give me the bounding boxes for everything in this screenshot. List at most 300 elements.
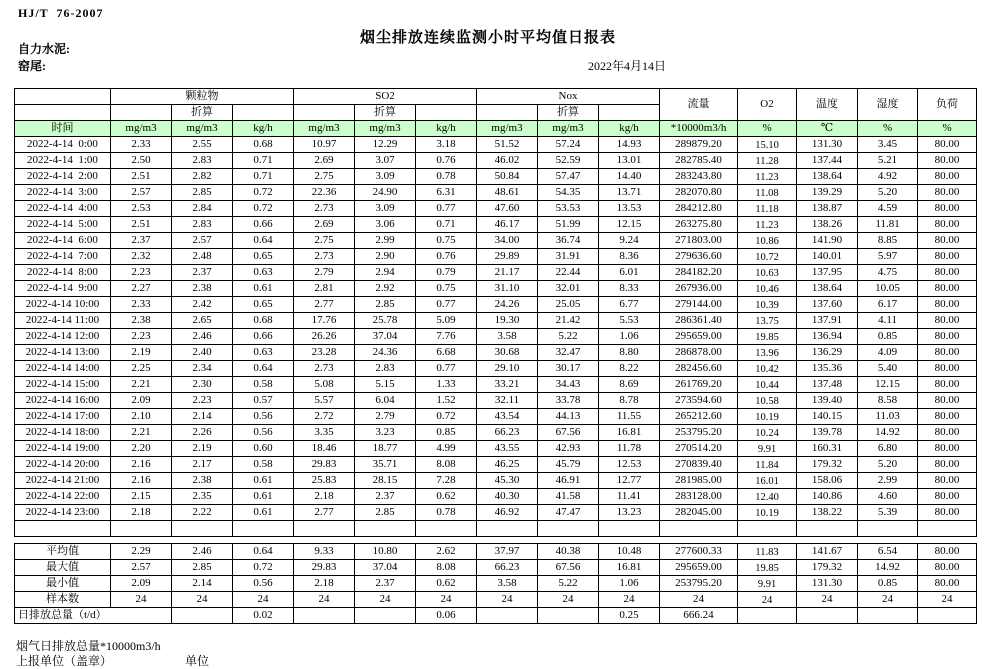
summary-cell: 16.81	[599, 560, 660, 576]
data-cell: 80.00	[918, 217, 977, 233]
data-cell: 2.42	[172, 297, 233, 313]
summary-label: 最大值	[15, 560, 111, 576]
summary-row	[15, 576, 977, 592]
table-row	[15, 281, 977, 297]
data-cell: 0.56	[233, 409, 294, 425]
site-label: 窑尾:	[18, 59, 46, 73]
data-cell: 0.66	[233, 329, 294, 345]
row-time: 2022-4-14 20:00	[15, 457, 111, 473]
data-cell: 9.91	[738, 441, 797, 457]
data-cell: 2.46	[172, 329, 233, 345]
data-cell: 3.07	[355, 153, 416, 169]
data-cell: 4.09	[858, 345, 918, 361]
data-cell: 0.79	[416, 265, 477, 281]
data-cell: 2.23	[111, 265, 172, 281]
table-row	[15, 441, 977, 457]
summary-cell: 131.30	[797, 576, 858, 592]
data-cell: 6.04	[355, 393, 416, 409]
data-cell: 31.91	[538, 249, 599, 265]
data-cell: 12.15	[858, 377, 918, 393]
data-cell: 3.23	[355, 425, 416, 441]
data-cell: 5.08	[294, 377, 355, 393]
data-cell: 0.72	[233, 185, 294, 201]
data-cell: 136.94	[797, 329, 858, 345]
data-cell: 2.83	[172, 217, 233, 233]
daily-total-label: 日排放总量（t/d）	[15, 608, 172, 624]
data-cell: 25.78	[355, 313, 416, 329]
summary-cell: 80.00	[918, 560, 977, 576]
data-cell: 4.99	[416, 441, 477, 457]
summary-cell: 0.56	[233, 576, 294, 592]
data-cell: 0.61	[233, 281, 294, 297]
row-time: 2022-4-14 18:00	[15, 425, 111, 441]
unit-cell: ℃	[797, 121, 858, 137]
data-cell: 5.39	[858, 505, 918, 521]
data-cell: 137.60	[797, 297, 858, 313]
blank-cell	[416, 105, 477, 121]
table-row	[15, 297, 977, 313]
data-cell: 2.94	[355, 265, 416, 281]
data-cell: 42.93	[538, 441, 599, 457]
data-cell: 23.28	[294, 345, 355, 361]
data-cell: 2.92	[355, 281, 416, 297]
daily-total-row	[15, 608, 977, 624]
data-cell: 13.75	[738, 313, 797, 329]
data-cell: 11.08	[738, 185, 797, 201]
data-cell: 2.38	[111, 313, 172, 329]
data-cell: 139.78	[797, 425, 858, 441]
summary-cell: 24	[416, 592, 477, 608]
data-cell: 80.00	[918, 457, 977, 473]
data-cell: 2.37	[172, 265, 233, 281]
data-cell: 44.13	[538, 409, 599, 425]
data-cell: 29.83	[294, 457, 355, 473]
data-cell: 2.84	[172, 201, 233, 217]
data-cell: 3.09	[355, 169, 416, 185]
data-cell: 282785.40	[660, 153, 738, 169]
data-cell: 2.15	[111, 489, 172, 505]
hourly-data-table	[14, 88, 977, 537]
data-cell: 2.83	[172, 153, 233, 169]
data-cell: 13.71	[599, 185, 660, 201]
data-cell: 2.55	[172, 137, 233, 153]
data-cell: 2.27	[111, 281, 172, 297]
group-header-pm: 颗粒物	[111, 89, 294, 105]
row-time: 2022-4-14 14:00	[15, 361, 111, 377]
table-row	[15, 489, 977, 505]
blank-cell	[294, 521, 355, 537]
data-cell: 0.72	[416, 409, 477, 425]
summary-cell: 6.54	[858, 544, 918, 560]
summary-cell: 0.64	[233, 544, 294, 560]
summary-cell: 29.83	[294, 560, 355, 576]
data-cell: 7.28	[416, 473, 477, 489]
data-cell: 32.11	[477, 393, 538, 409]
data-cell: 8.58	[858, 393, 918, 409]
blank-cell	[660, 521, 738, 537]
data-cell: 45.79	[538, 457, 599, 473]
data-cell: 253795.20	[660, 425, 738, 441]
data-cell: 30.17	[538, 361, 599, 377]
data-cell: 12.77	[599, 473, 660, 489]
data-cell: 10.72	[738, 249, 797, 265]
data-cell: 80.00	[918, 393, 977, 409]
data-cell: 5.15	[355, 377, 416, 393]
summary-cell: 24	[599, 592, 660, 608]
data-cell: 267936.00	[660, 281, 738, 297]
data-cell: 45.30	[477, 473, 538, 489]
data-cell: 0.75	[416, 233, 477, 249]
data-cell: 54.35	[538, 185, 599, 201]
data-cell: 2.25	[111, 361, 172, 377]
data-cell: 2.37	[111, 233, 172, 249]
data-cell: 2.22	[172, 505, 233, 521]
data-cell: 51.99	[538, 217, 599, 233]
data-cell: 2.40	[172, 345, 233, 361]
data-cell: 53.53	[538, 201, 599, 217]
blank-cell	[738, 521, 797, 537]
row-time: 2022-4-14 12:00	[15, 329, 111, 345]
data-cell: 137.91	[797, 313, 858, 329]
data-cell: 138.26	[797, 217, 858, 233]
data-cell: 2.73	[294, 201, 355, 217]
report-date: 2022年4月14日	[588, 59, 667, 73]
data-cell: 47.47	[538, 505, 599, 521]
daily-total-cell	[738, 608, 797, 624]
daily-total-cell	[355, 608, 416, 624]
blank-cell	[111, 105, 172, 121]
data-cell: 140.01	[797, 249, 858, 265]
data-cell: 80.00	[918, 297, 977, 313]
data-cell: 31.10	[477, 281, 538, 297]
data-cell: 0.68	[233, 313, 294, 329]
table-row	[15, 473, 977, 489]
data-cell: 289879.20	[660, 137, 738, 153]
data-cell: 139.40	[797, 393, 858, 409]
data-cell: 2.73	[294, 249, 355, 265]
data-cell: 2.26	[172, 425, 233, 441]
data-cell: 3.45	[858, 137, 918, 153]
data-cell: 2.20	[111, 441, 172, 457]
row-time: 2022-4-14 19:00	[15, 441, 111, 457]
data-cell: 40.30	[477, 489, 538, 505]
data-cell: 0.72	[233, 201, 294, 217]
data-cell: 0.64	[233, 233, 294, 249]
data-cell: 2.33	[111, 297, 172, 313]
data-cell: 0.62	[416, 489, 477, 505]
data-cell: 281985.00	[660, 473, 738, 489]
data-cell: 80.00	[918, 489, 977, 505]
data-cell: 279144.00	[660, 297, 738, 313]
data-cell: 11.18	[738, 201, 797, 217]
summary-cell: 37.97	[477, 544, 538, 560]
col-header-flow: 流量	[660, 89, 738, 121]
data-cell: 10.05	[858, 281, 918, 297]
table-row	[15, 457, 977, 473]
data-cell: 2.57	[111, 185, 172, 201]
blank-cell	[294, 105, 355, 121]
table-row	[15, 217, 977, 233]
data-cell: 14.40	[599, 169, 660, 185]
data-cell: 2.17	[172, 457, 233, 473]
daily-total-cell	[538, 608, 599, 624]
blank-cell	[599, 521, 660, 537]
data-cell: 4.92	[858, 169, 918, 185]
row-time: 2022-4-14 7:00	[15, 249, 111, 265]
data-cell: 2.85	[355, 297, 416, 313]
data-cell: 13.23	[599, 505, 660, 521]
data-cell: 80.00	[918, 201, 977, 217]
data-cell: 80.00	[918, 361, 977, 377]
group-header-nox: Nox	[477, 89, 660, 105]
summary-cell: 24	[355, 592, 416, 608]
data-cell: 0.78	[416, 505, 477, 521]
data-cell: 21.42	[538, 313, 599, 329]
data-cell: 2.83	[355, 361, 416, 377]
data-cell: 24.36	[355, 345, 416, 361]
data-cell: 2.37	[355, 489, 416, 505]
data-cell: 8.69	[599, 377, 660, 393]
empty-row	[15, 521, 977, 537]
unit-cell: %	[858, 121, 918, 137]
data-cell: 2.19	[172, 441, 233, 457]
data-cell: 2.82	[172, 169, 233, 185]
doc-code: HJ/T 76-2007	[18, 6, 104, 20]
data-cell: 5.20	[858, 457, 918, 473]
data-cell: 26.26	[294, 329, 355, 345]
summary-label: 平均值	[15, 544, 111, 560]
daily-total-cell	[918, 608, 977, 624]
data-cell: 5.53	[599, 313, 660, 329]
data-cell: 24.26	[477, 297, 538, 313]
data-cell: 3.06	[355, 217, 416, 233]
data-cell: 19.85	[738, 329, 797, 345]
data-cell: 2.79	[355, 409, 416, 425]
data-cell: 286361.40	[660, 313, 738, 329]
data-cell: 13.96	[738, 345, 797, 361]
report-unit-label: 上报单位（盖章）	[16, 654, 113, 668]
row-time: 2022-4-14 21:00	[15, 473, 111, 489]
row-time: 2022-4-14 22:00	[15, 489, 111, 505]
data-cell: 265212.60	[660, 409, 738, 425]
data-cell: 2.73	[294, 361, 355, 377]
summary-cell: 277600.33	[660, 544, 738, 560]
daily-total-cell	[294, 608, 355, 624]
data-cell: 2.48	[172, 249, 233, 265]
daily-total-cell	[797, 608, 858, 624]
data-cell: 0.85	[416, 425, 477, 441]
data-cell: 2.32	[111, 249, 172, 265]
group-header-so2: SO2	[294, 89, 477, 105]
data-cell: 0.66	[233, 217, 294, 233]
table-row	[15, 345, 977, 361]
table-row	[15, 265, 977, 281]
summary-cell: 9.91	[738, 576, 797, 592]
row-time: 2022-4-14 6:00	[15, 233, 111, 249]
data-cell: 10.46	[738, 281, 797, 297]
data-cell: 10.86	[738, 233, 797, 249]
summary-cell: 2.29	[111, 544, 172, 560]
row-time: 2022-4-14 8:00	[15, 265, 111, 281]
data-cell: 29.10	[477, 361, 538, 377]
data-cell: 0.77	[416, 297, 477, 313]
summary-row	[15, 544, 977, 560]
data-cell: 8.08	[416, 457, 477, 473]
data-cell: 0.71	[233, 169, 294, 185]
col-header-load: 负荷	[918, 89, 977, 121]
data-cell: 138.64	[797, 281, 858, 297]
data-cell: 18.77	[355, 441, 416, 457]
data-cell: 46.02	[477, 153, 538, 169]
data-cell: 8.33	[599, 281, 660, 297]
data-cell: 5.97	[858, 249, 918, 265]
data-cell: 2.38	[172, 473, 233, 489]
blank-cell	[797, 521, 858, 537]
row-time: 2022-4-14 11:00	[15, 313, 111, 329]
data-cell: 2.85	[172, 185, 233, 201]
company-label: 自力水泥:	[18, 42, 70, 56]
data-cell: 2.77	[294, 297, 355, 313]
data-cell: 8.80	[599, 345, 660, 361]
data-cell: 0.77	[416, 361, 477, 377]
data-cell: 2.51	[111, 217, 172, 233]
header-group-row	[15, 89, 977, 105]
data-cell: 25.83	[294, 473, 355, 489]
data-cell: 273594.60	[660, 393, 738, 409]
data-cell: 11.28	[738, 153, 797, 169]
data-cell: 261769.20	[660, 377, 738, 393]
data-cell: 15.10	[738, 137, 797, 153]
data-cell: 137.48	[797, 377, 858, 393]
data-cell: 140.86	[797, 489, 858, 505]
data-cell: 137.95	[797, 265, 858, 281]
data-cell: 0.60	[233, 441, 294, 457]
data-cell: 2.85	[355, 505, 416, 521]
data-cell: 52.59	[538, 153, 599, 169]
col-header-o2: O2	[738, 89, 797, 121]
blank-cell	[111, 521, 172, 537]
data-cell: 5.09	[416, 313, 477, 329]
data-cell: 5.22	[538, 329, 599, 345]
data-cell: 284212.80	[660, 201, 738, 217]
data-cell: 2.50	[111, 153, 172, 169]
data-cell: 2.38	[172, 281, 233, 297]
data-cell: 51.52	[477, 137, 538, 153]
data-cell: 80.00	[918, 185, 977, 201]
data-cell: 9.24	[599, 233, 660, 249]
data-cell: 80.00	[918, 425, 977, 441]
data-cell: 0.58	[233, 377, 294, 393]
data-cell: 283243.80	[660, 169, 738, 185]
data-cell: 263275.80	[660, 217, 738, 233]
data-cell: 41.58	[538, 489, 599, 505]
table-row	[15, 233, 977, 249]
data-cell: 80.00	[918, 169, 977, 185]
data-cell: 4.11	[858, 313, 918, 329]
summary-cell: 24	[858, 592, 918, 608]
summary-table	[14, 543, 977, 624]
data-cell: 10.58	[738, 393, 797, 409]
data-cell: 271803.00	[660, 233, 738, 249]
data-cell: 4.59	[858, 201, 918, 217]
summary-cell: 24	[111, 592, 172, 608]
data-cell: 6.77	[599, 297, 660, 313]
summary-row	[15, 560, 977, 576]
data-cell: 11.84	[738, 457, 797, 473]
data-cell: 3.58	[477, 329, 538, 345]
data-cell: 1.33	[416, 377, 477, 393]
unit-cell: mg/m3	[538, 121, 599, 137]
table-row	[15, 201, 977, 217]
blank-cell	[477, 521, 538, 537]
row-time: 2022-4-14 23:00	[15, 505, 111, 521]
unit-cell: mg/m3	[111, 121, 172, 137]
summary-cell: 2.57	[111, 560, 172, 576]
daily-total-cell	[858, 608, 918, 624]
summary-label: 最小值	[15, 576, 111, 592]
data-cell: 0.77	[416, 201, 477, 217]
data-cell: 80.00	[918, 377, 977, 393]
summary-cell: 24	[918, 592, 977, 608]
data-cell: 80.00	[918, 249, 977, 265]
data-cell: 11.78	[599, 441, 660, 457]
unit-cell: mg/m3	[477, 121, 538, 137]
data-cell: 11.81	[858, 217, 918, 233]
summary-cell: 24	[477, 592, 538, 608]
summary-cell: 67.56	[538, 560, 599, 576]
data-cell: 34.00	[477, 233, 538, 249]
summary-cell: 179.32	[797, 560, 858, 576]
data-cell: 18.46	[294, 441, 355, 457]
data-cell: 0.85	[858, 329, 918, 345]
data-cell: 2.23	[111, 329, 172, 345]
data-cell: 282456.60	[660, 361, 738, 377]
data-cell: 6.17	[858, 297, 918, 313]
table-row	[15, 409, 977, 425]
data-cell: 2.19	[111, 345, 172, 361]
data-cell: 22.36	[294, 185, 355, 201]
unit-cell: kg/h	[233, 121, 294, 137]
summary-cell: 0.85	[858, 576, 918, 592]
summary-cell: 24	[233, 592, 294, 608]
data-cell: 12.40	[738, 489, 797, 505]
data-cell: 1.06	[599, 329, 660, 345]
unit-label: 单位	[185, 654, 210, 668]
summary-cell: 10.48	[599, 544, 660, 560]
data-cell: 5.20	[858, 185, 918, 201]
data-cell: 158.06	[797, 473, 858, 489]
converted-label-pm: 折算	[172, 105, 233, 121]
data-cell: 0.78	[416, 169, 477, 185]
data-cell: 0.71	[233, 153, 294, 169]
data-cell: 32.01	[538, 281, 599, 297]
blank-cell	[599, 105, 660, 121]
data-cell: 0.64	[233, 361, 294, 377]
summary-rows	[15, 544, 977, 624]
table-row	[15, 169, 977, 185]
data-cell: 11.55	[599, 409, 660, 425]
daily-total-cell	[477, 608, 538, 624]
summary-cell: 2.37	[355, 576, 416, 592]
data-cell: 16.81	[599, 425, 660, 441]
summary-cell: 2.09	[111, 576, 172, 592]
data-cell: 0.76	[416, 153, 477, 169]
data-cell: 12.29	[355, 137, 416, 153]
daily-total-cell: 0.02	[233, 608, 294, 624]
data-cell: 12.15	[599, 217, 660, 233]
summary-cell: 80.00	[918, 544, 977, 560]
data-cell: 80.00	[918, 281, 977, 297]
